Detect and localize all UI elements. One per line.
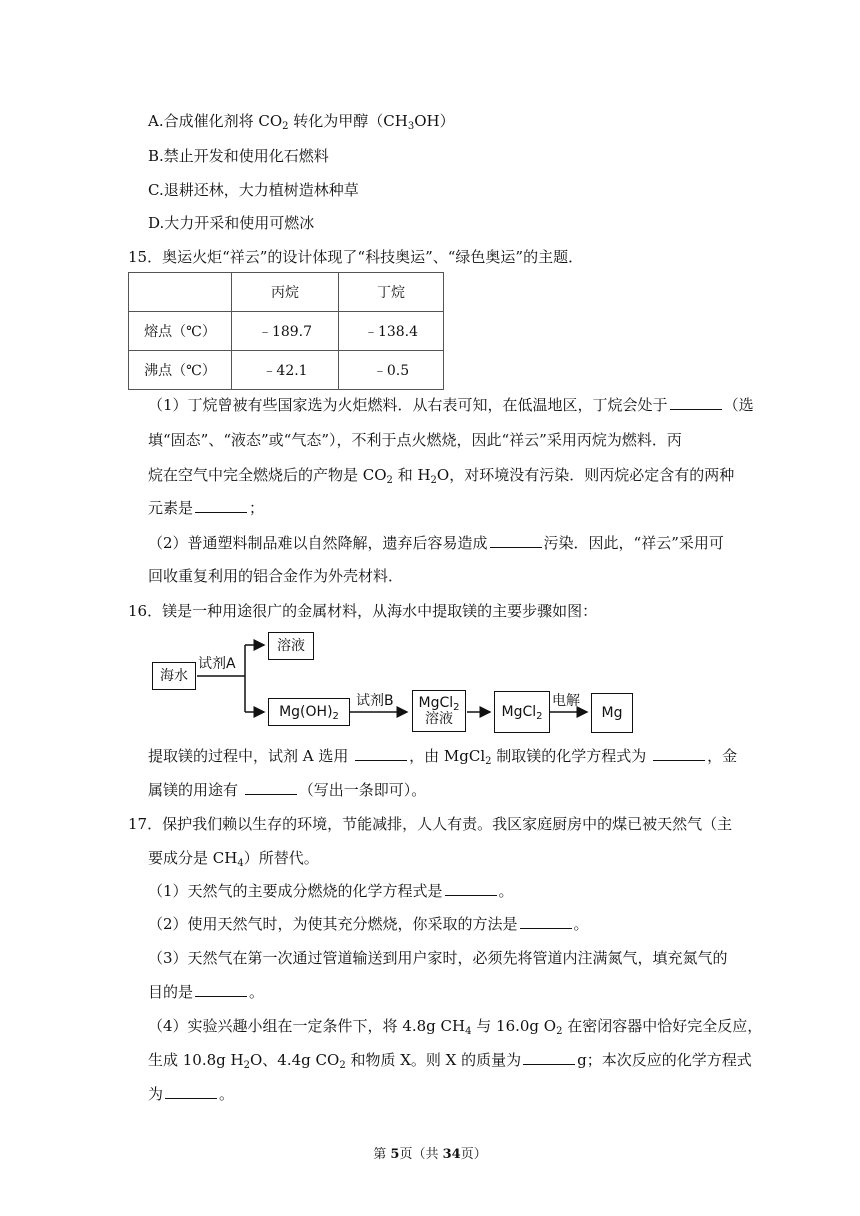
- mgoh2-box: $Mg(OH)_2$: [268, 698, 350, 726]
- table-cell: 丁烷: [339, 273, 444, 312]
- table-cell: ﹣42.1: [232, 351, 339, 390]
- mgcl2-solution-box: MgCl$_2$ 溶液: [412, 690, 466, 732]
- option-b: B.禁止开发和使用化石燃料: [148, 147, 329, 165]
- q15-part2-line1: （2）普通塑料制品难以自然降解，遗弃后容易造成 污染．因此，“祥云”采用可: [148, 534, 724, 552]
- q15-part1-line2: 填“固态”、“液态”或“气态”），不利于点火燃烧，因此“祥云”采用丙烷为燃料．丙: [148, 431, 682, 449]
- q17-part3-line2: 目的是 。: [148, 983, 265, 1001]
- q17-part3-line1: （3）天然气在第一次通过管道输送到用户家时，必须先将管道内注满氮气，填充氮气的: [148, 949, 728, 967]
- answer-blank[interactable]: [245, 780, 297, 795]
- q16-line1: 提取镁的过程中，试剂 A 选用 ，由 MgCl$_2$ 制取镁的化学方程式为 ，金: [148, 747, 738, 767]
- table-cell: 熔点（℃）: [129, 312, 232, 351]
- q15-part1-line1: （1）丁烷曾被有些国家选为火炬燃料．从右表可知，在低温地区，丁烷会处于 （选: [148, 396, 754, 414]
- q16-stem: 16．镁是一种用途很广的金属材料，从海水中提取镁的主要步骤如图：: [128, 602, 598, 620]
- electrolysis-label: 电解: [552, 693, 580, 709]
- table-cell: ﹣189.7: [232, 312, 339, 351]
- answer-blank[interactable]: [445, 881, 497, 896]
- answer-blank[interactable]: [165, 1084, 217, 1099]
- answer-blank[interactable]: [520, 914, 572, 929]
- q15-part1-line3: 烷在空气中完全燃烧后的产物是 $CO_2$ 和 $H_2O$，对环境没有污染．则丙烷必定含有的两种: [148, 466, 735, 486]
- seawater-box: 海水: [152, 662, 196, 690]
- q17-stem-line2: 要成分是 $CH_4$）所替代。: [148, 849, 319, 869]
- table-cell: 丙烷: [232, 273, 339, 312]
- mgcl2-box: MgCl$_2$: [494, 691, 550, 733]
- table-cell: ﹣0.5: [339, 351, 444, 390]
- answer-blank[interactable]: [653, 746, 705, 761]
- reagent-a-label: 试剂A: [198, 656, 236, 672]
- answer-blank[interactable]: [195, 982, 247, 997]
- option-c: C.退耕还林，大力植树造林种草: [148, 181, 359, 199]
- answer-blank[interactable]: [523, 1050, 575, 1065]
- reagent-b-label: 试剂B: [356, 693, 394, 709]
- q17-stem-line1: 17．保护我们赖以生存的环境，节能减排，人人有责。我区家庭厨房中的煤已被天然气（主: [128, 815, 733, 833]
- q17-part2: （2）使用天然气时，为使其充分燃烧，你采取的方法是 。: [148, 915, 589, 933]
- answer-blank[interactable]: [355, 746, 407, 761]
- q17-part1: （1）天然气的主要成分燃烧的化学方程式是 。: [148, 882, 514, 900]
- q15-stem: 15．奥运火炬“祥云”的设计体现了“科技奥运”、“绿色奥运”的主题．: [128, 248, 584, 266]
- q15-part1-line4: 元素是 ；: [148, 499, 265, 517]
- q17-part4-line2: 生成 10.8g $H_2O$、4.4g $CO_2$ 和物质 X。则 X 的质量为 g；本次反应的化学方程式: [148, 1051, 752, 1071]
- table-cell: 沸点（℃）: [129, 351, 232, 390]
- q17-part4-line1: （4）实验兴趣小组在一定条件下，将 4.8g $CH_4$ 与 16.0g $O_2$ 在密闭容器中恰好完全反应，: [148, 1017, 763, 1037]
- option-d: D.大力开采和使用可燃冰: [148, 214, 315, 232]
- option-a: A.合成催化剂将 $CO_2$ 转化为甲醇$(CH_3OH)$: [148, 112, 455, 132]
- solution-box: 溶液: [268, 632, 314, 660]
- q17-part4-line3: 为 。: [148, 1085, 235, 1103]
- mg-box: Mg: [591, 693, 633, 733]
- page-footer: 第 5页（共 34页）: [373, 1147, 487, 1162]
- table-cell: ﹣138.4: [339, 312, 444, 351]
- q16-line2: 属镁的用途有 （写出一条即可）。: [148, 781, 427, 799]
- q15-part2-line2: 回收重复利用的铝合金作为外壳材料．: [148, 567, 404, 585]
